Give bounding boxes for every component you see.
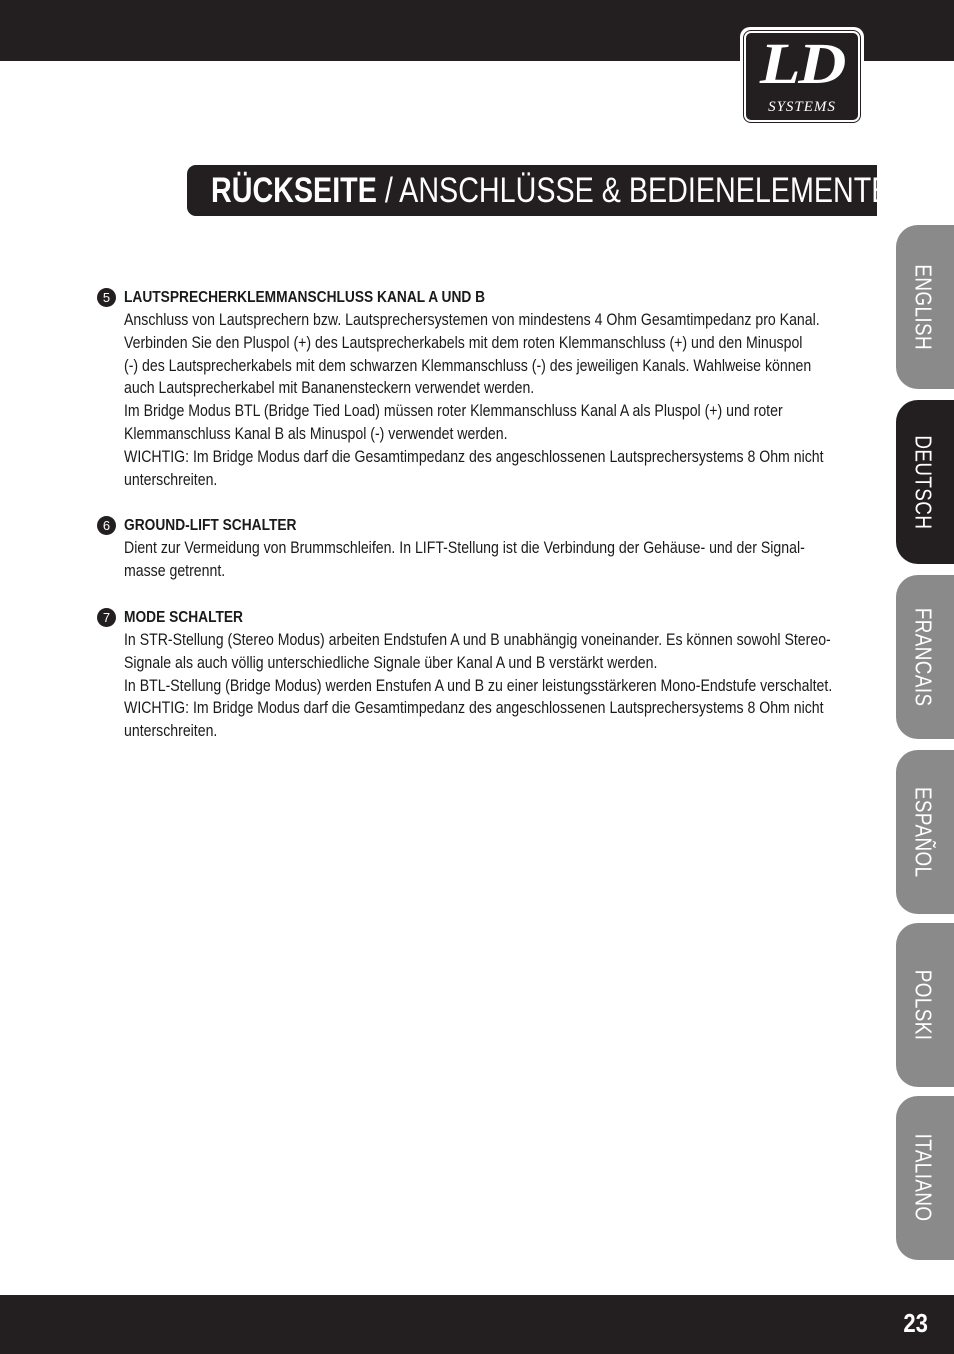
item-number-badge: 5 <box>97 288 116 307</box>
content-area <box>97 286 867 766</box>
page-title-bold: RÜCKSEITE <box>211 170 377 210</box>
tab-espanol[interactable] <box>896 750 954 914</box>
section-ground-lift <box>97 514 867 583</box>
text-line: auch Lautsprecherkabel mit Bananensteckern verwendet werden. <box>124 378 535 398</box>
tab-label: ENGLISH <box>910 264 937 350</box>
section-heading: GROUND-LIFT SCHALTER <box>124 517 297 535</box>
text-line: Klemmanschluss Kanal B als Minuspol (-) verwendet werden. <box>124 423 508 443</box>
tab-label: FRANCAIS <box>910 607 937 707</box>
logo-sub-text: SYSTEMS <box>768 99 836 115</box>
tab-italiano[interactable] <box>896 1096 954 1260</box>
text-line: unterschreiten. <box>124 469 218 489</box>
page-title-rest: / ANSCHLÜSSE & BEDIENELEMENTE: <box>376 170 899 210</box>
section-title-bar <box>187 165 899 216</box>
tab-label: DEUTSCH <box>910 434 937 530</box>
logo-badge <box>744 31 860 122</box>
tab-label: ITALIANO <box>910 1134 937 1222</box>
section-heading: LAUTSPRECHERKLEMMANSCHLUSS KANAL A UND B <box>124 289 486 306</box>
page-title <box>211 171 898 211</box>
page-number: 23 <box>903 1308 928 1338</box>
item-number-badge: 6 <box>97 516 116 535</box>
text-line: In STR-Stellung (Stereo Modus) arbeiten Endstufen A und B unabhängig voneinander. Es können sowohl Stereo- <box>124 629 831 649</box>
text-line: unterschreiten. <box>124 721 218 741</box>
tab-deutsch[interactable] <box>896 400 954 564</box>
tab-label: ESPAÑOL <box>910 786 937 878</box>
tab-label: POLSKI <box>910 969 937 1041</box>
tab-polski[interactable] <box>896 923 954 1087</box>
text-line: In BTL-Stellung (Bridge Modus) werden Enstufen A und B zu einer leistungsstärkeren Mono-Endstufe verschaltet. <box>124 675 833 695</box>
text-line: WICHTIG: Im Bridge Modus darf die Gesamtimpedanz des angeschlossenen Lautsprechersystems 8 Ohm nicht <box>124 698 824 718</box>
text-line: Verbinden Sie den Pluspol (+) des Lautsprecherkabels mit dem roten Klemmanschluss (+) und den Minuspol <box>124 332 803 352</box>
text-line: masse getrennt. <box>124 561 226 581</box>
text-line: WICHTIG: Im Bridge Modus darf die Gesamtimpedanz des angeschlossenen Lautsprechersystems 8 Ohm nicht <box>124 446 824 466</box>
tab-francais[interactable] <box>896 575 954 739</box>
text-line: (-) des Lautsprecherkabels mit dem schwarzen Klemmanschluss (-) des jeweiligen Kanals. Wahlweise können <box>124 355 812 375</box>
text-line: Im Bridge Modus BTL (Bridge Tied Load) müssen roter Klemmanschluss Kanal A als Pluspol (+) und roter <box>124 401 783 421</box>
item-number-badge: 7 <box>97 608 116 627</box>
section-mode-switch <box>97 606 867 743</box>
tab-english[interactable] <box>896 225 954 389</box>
section-heading: MODE SCHALTER <box>124 608 244 626</box>
section-speaker-terminals <box>97 286 867 491</box>
bottom-bar <box>0 1295 954 1354</box>
text-line: Anschluss von Lautsprechern bzw. Lautsprechersystemen von mindestens 4 Ohm Gesamtimpedanz pro Kanal. <box>124 310 820 329</box>
logo-main-text: LD <box>759 31 845 96</box>
ld-systems-logo <box>740 27 864 126</box>
text-line: Signale als auch völlig unterschiedliche Signale über Kanal A und B verstärkt werden. <box>124 652 658 672</box>
text-line: Dient zur Vermeidung von Brummschleifen. In LIFT-Stellung ist die Verbindung der Gehäuse- und der Signal- <box>124 538 805 558</box>
